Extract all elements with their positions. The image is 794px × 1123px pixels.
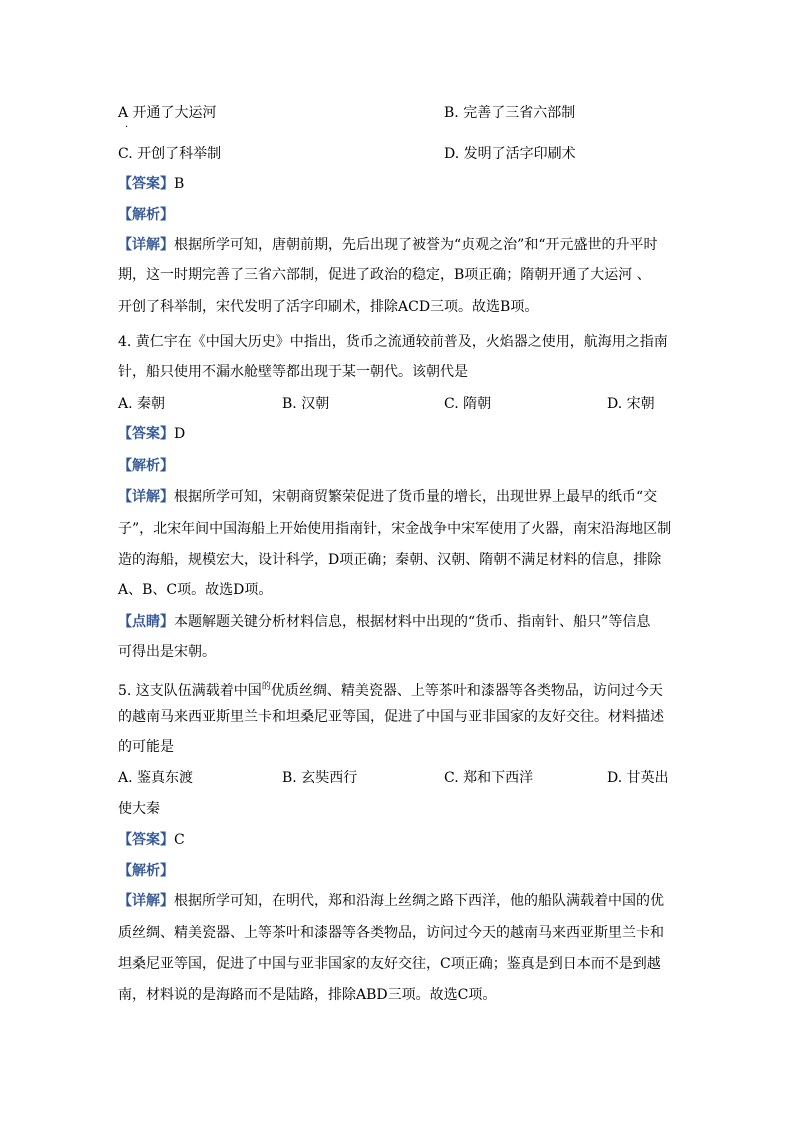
q4-detail-line-1: 【详解】根据所学可知，宋朝商贸繁荣促进了货币量的增长，出现世界上最早的纸币“交 [118,489,658,505]
q5-answer [118,830,678,850]
q3-option-c: C. 开创了科举制 [118,146,222,162]
answer-value: B [174,176,185,192]
emphasis-dot: · [125,122,129,133]
q4-answer [118,424,678,444]
q5-stem-line-2: 的越南马来西亚斯里兰卡和坦桑尼亚等国，促进了中国与亚非国家的友好交往。材料描述 [118,709,664,725]
q5-detail-line-3: 坦桑尼亚等国，促进了中国与亚非国家的友好交往，C项正确；鉴真是到日本而不是到越 [118,956,661,972]
q4-option-a: A. 秦朝 [118,396,166,412]
q5-detail-line-4: 南，材料说的是海路而不是陆路，排除ABD三项。故选C项。 [118,987,497,1003]
q5-option-a: A. 鉴真东渡 [118,770,194,786]
q4-stem-line-1: 4. 黄仁宇在《中国大历史》中指出，货币之流通较前普及，火焰器之使用，航海用之指南 [118,334,668,350]
q3-detail-line-2: 期，这一时期完善了三省六部制，促进了政治的稳定，B项正确；隋朝开通了大运河 、 [118,267,651,283]
q4-option-c: C. 隋朝 [444,396,492,412]
q3-detail-line-1: 【详解】根据所学可知，唐朝前期，先后出现了被誉为“贞观之治”和“开元盛世的升平时 [118,237,658,253]
q5-option-d: D. 甘英出 [607,770,669,786]
detail-tag: 【详解】 [118,489,174,505]
q3-option-b: B. 完善了三省六部制 [444,105,576,121]
q4-stem-line-2: 针，船只使用不漏水舱壁等都出现于某一朝代。该朝代是 [118,364,468,380]
answer-tag: 【答案】 [118,426,174,442]
q3-detail-line-3: 开创了科举制，宋代发明了活字印刷术，排除ACD三项。故选B项。 [118,299,539,315]
q5-option-d-continued: 使大秦 [118,801,160,817]
q3-option-d: D. 发明了活字印刷术 [444,146,576,162]
q3-analysis-tag: 【解析】 [118,207,174,223]
q4-detail-line-4: A、B、C项。故选D项。 [118,582,273,598]
q5-detail-line-1: 【详解】根据所学可知，在明代，郑和沿海上丝绸之路下西洋，他的船队满载着中国的优 [118,893,664,909]
answer-value: C [174,832,185,848]
q4-option-b: B. 汉朝 [282,396,330,412]
q3-answer [118,174,678,194]
q5-detail-line-2: 质丝绸、精美瓷器、上等茶叶和漆器等各类物品，访问过今天的越南马来西亚斯里兰卡和 [118,925,664,941]
comment-tag: 【点睛】 [118,614,174,630]
q5-stem-line-1: 5. 这支队伍满载着中国$^的$优质丝绸、精美瓷器、上等茶叶和漆器等各类物品，访问过今天 [118,682,663,699]
q5-option-c: C. 郑和下西洋 [444,770,534,786]
detail-tag: 【详解】 [118,893,174,909]
q4-comment-line-1: 【点睛】本题解题关键分析材料信息，根据材料中出现的“货币、指南针、船只”等信息 [118,614,651,630]
answer-tag: 【答案】 [118,832,174,848]
q4-analysis-tag: 【解析】 [118,458,174,474]
detail-tag: 【详解】 [118,237,174,253]
q3-option-a: A 开通了大运河 [118,105,217,121]
answer-value: D [174,426,186,442]
q4-comment-line-2: 可得出是宋朝。 [118,644,216,660]
q5-option-b: B. 玄奘西行 [282,770,358,786]
q4-detail-line-3: 造的海船，规模宏大，设计科学，D项正确；秦朝、汉朝、隋朝不满足材料的信息，排除 [118,552,662,568]
q5-stem-line-3: 的可能是 [118,739,174,755]
answer-tag: 【答案】 [118,176,174,192]
q4-option-d: D. 宋朝 [607,396,655,412]
q4-detail-line-2: 子”，北宋年间中国海船上开始使用指南针，宋金战争中宋军使用了火器，南宋沿海地区制 [118,521,672,537]
q5-analysis-tag: 【解析】 [118,863,174,879]
